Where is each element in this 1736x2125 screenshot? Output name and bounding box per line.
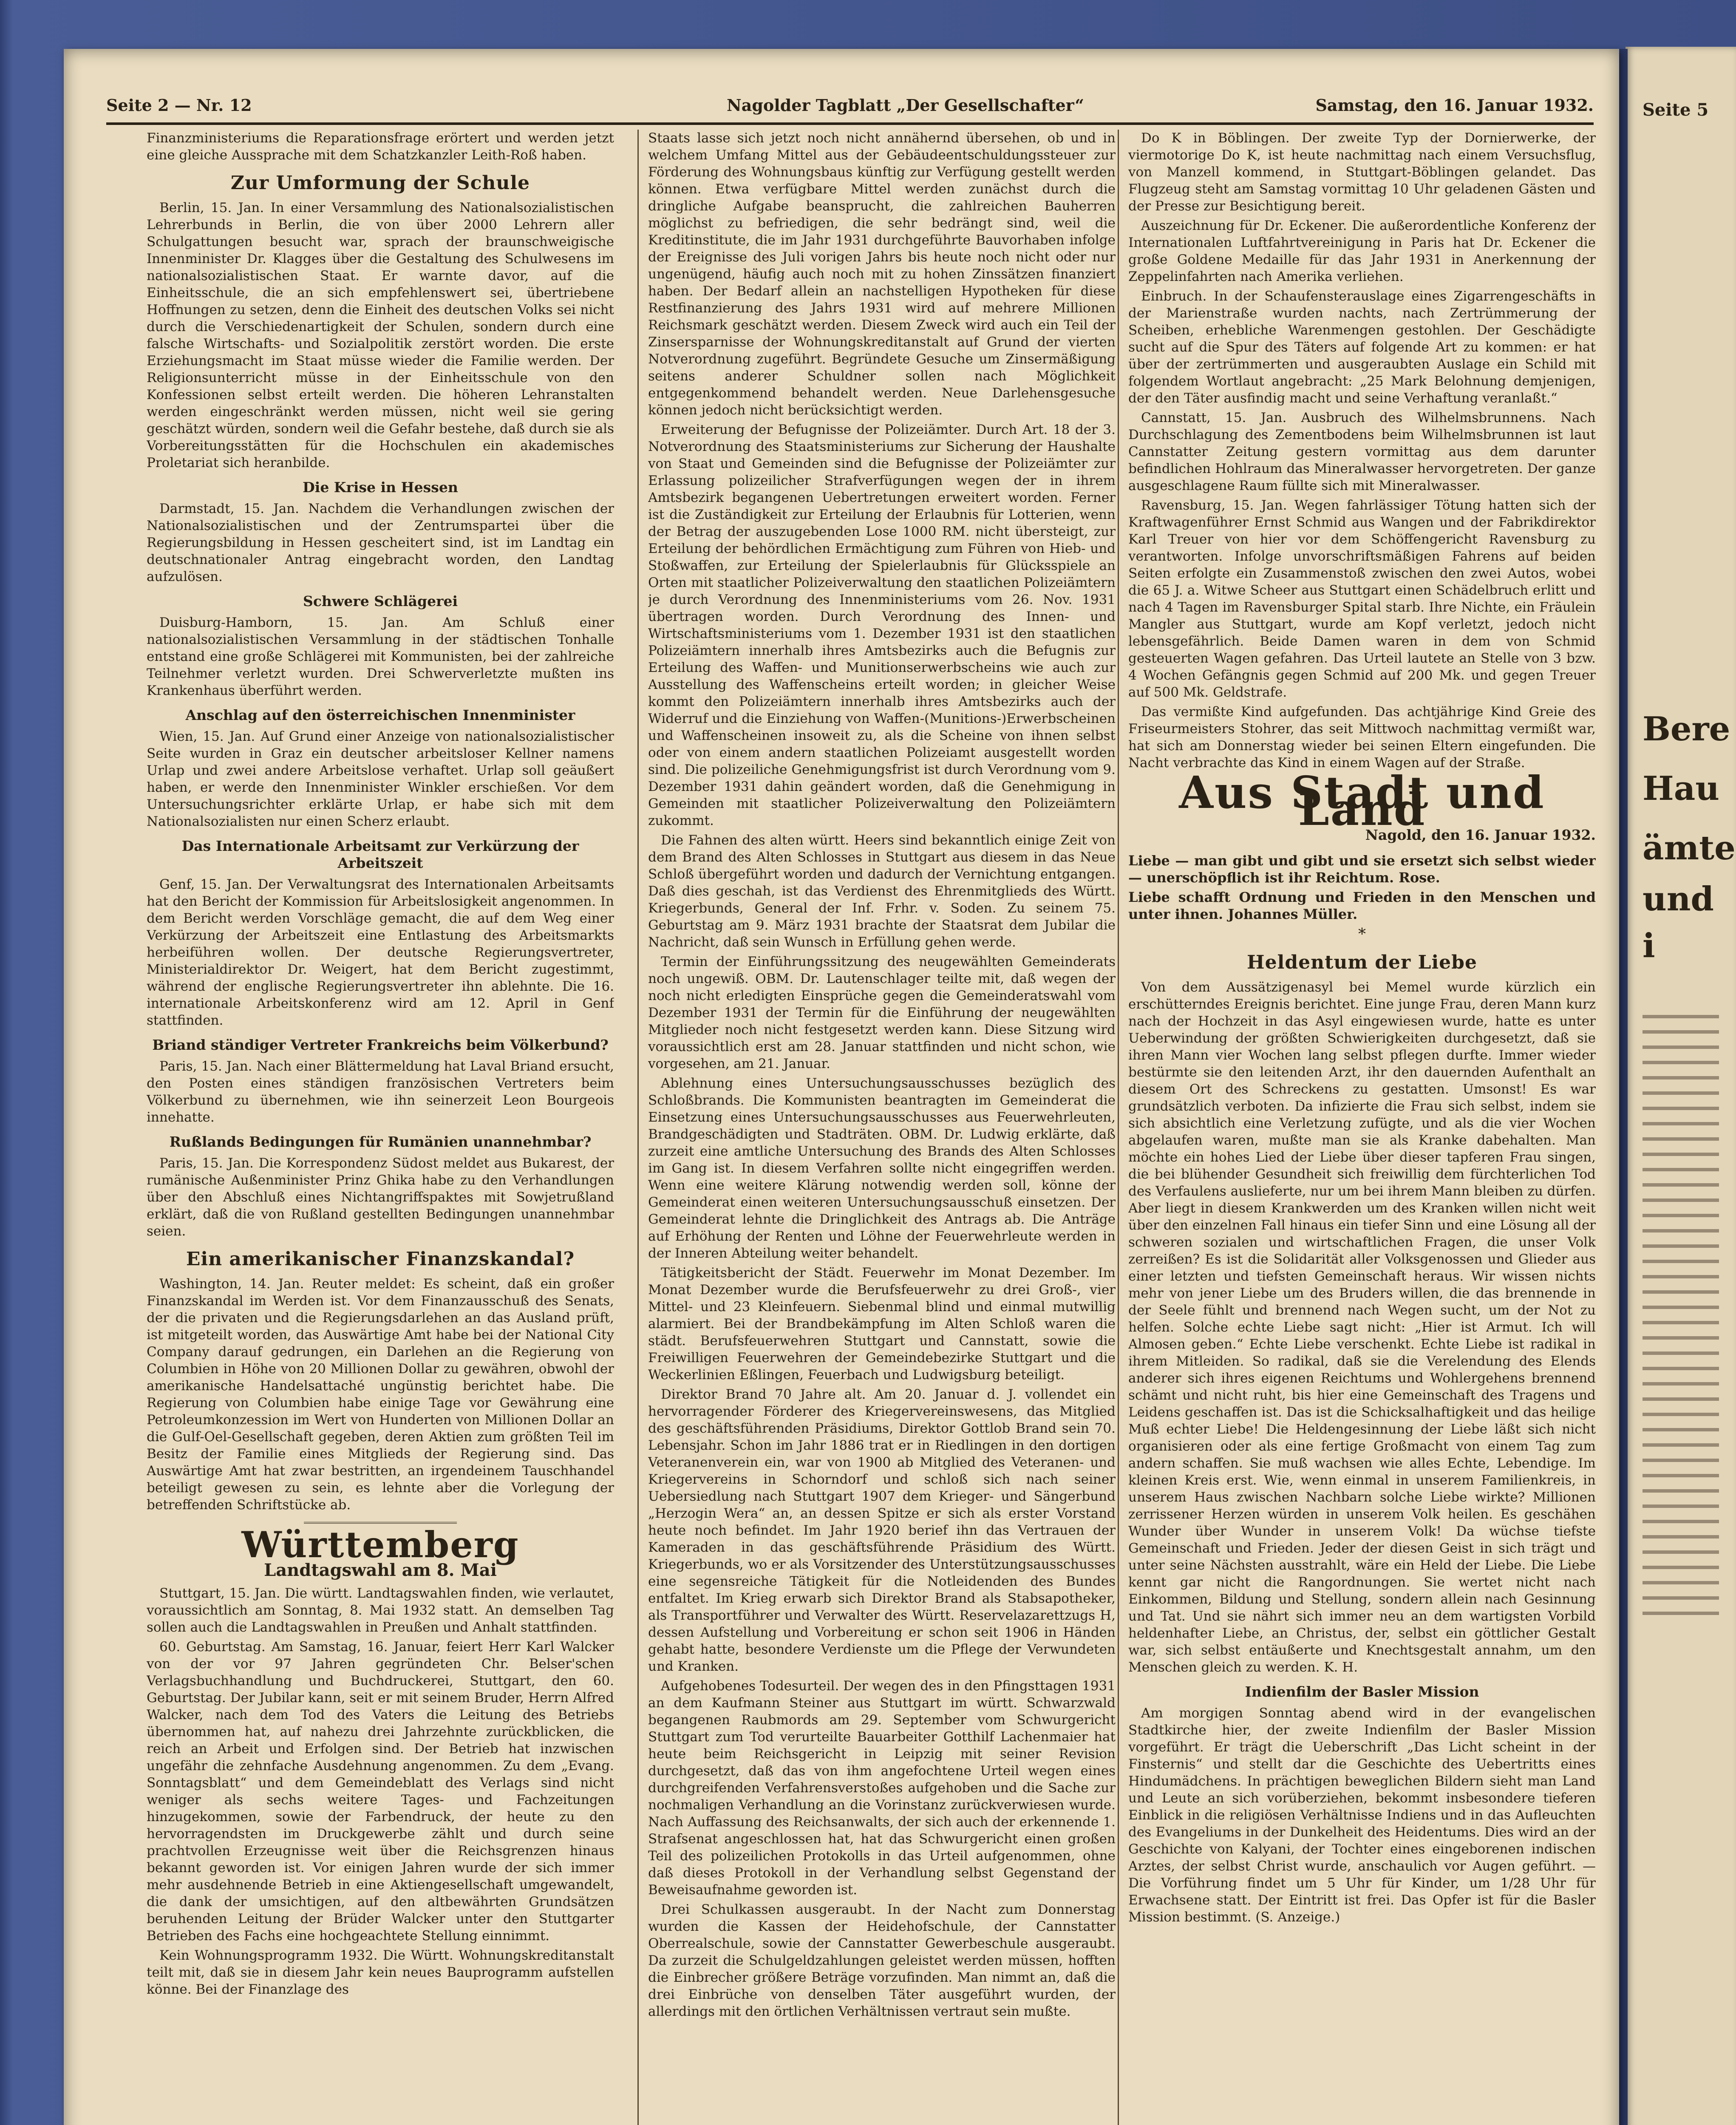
quote: Liebe — man gibt und gibt und sie ersetzt sich selbst wieder — unerschöpflich ist ihr Reichtum. Rose. [1128, 853, 1596, 886]
article-text: Paris, 15. Jan. Nach einer Blättermeldung hat Laval Briand ersucht, den Posten eines ständigen französischen Vertreters beim Völkerbund zu übernehmen, wie ihn seinerzeit Leon Bourgeois innehatte. [147, 1059, 614, 1125]
article-text: Ravensburg, 15. Jan. Wegen fahrlässiger Tötung hatten sich der Kraftwagenführer Ernst Schmid aus Wangen und der Fabrikdirektor Karl Treuer von hier vor dem Schöffengericht Ravensburg zu verantworten. Infolge unvorschriftsmäßigen Fahrens auf beiden Seiten erfolgte ein Zusammenstoß zwischen den zwei Autos, wobei die 65 J. a. Witwe Scheer aus Stuttgart einen Schädelbruch erlitt und nach 4 Tagen im Ravensburger Spital starb. Ihre Nichte, ein Fräulein Mangler aus Stuttgart, wurde am Kopf verletzt, jedoch nicht lebensgefährlich. Beide Damen waren in dem von Schmid gesteuerten Wagen gefahren. Das Urteil lautete an Stelle von 3 bzw. 4 Wochen Gefängnis gegen Schmid auf 200 Mk. und gegen Treuer auf 500 Mk. Geldstrafe. [1128, 498, 1596, 700]
issue-date: Samstag, den 16. Januar 1932. [1315, 96, 1594, 115]
star-ornament: * [1358, 926, 1366, 943]
article-text: Finanzministeriums die Reparationsfrage erörtert und werden jetzt eine gleiche Aussprache mit dem Schatzkanzler Leith-Roß haben. [147, 130, 614, 163]
article-text: Berlin, 15. Jan. In einer Versammlung des Nationalsozialistischen Lehrerbunds in Berlin, die von über 2000 Lehrern aller Schulgattungen besucht war, sprach der braunschweigische Innenminister Dr. Klagges über die Gestaltung des Schulwesens im nationalsozialistischen Staat. Er warnte davor, auf die Einheitsschule, die an sich empfehlenswert sei, übertriebene Hoffnungen zu setzen, denn die Einheit des deutschen Volks sei nicht durch die Verschiedenartigkeit der Schulen, sondern durch eine falsche Wirtschafts- und Sozialpolitik zerstört worden. Die erste Erziehungsmacht im Staat müsse wieder die Familie werden. Der Religionsunterricht müsse in der Einheitsschule von den Konfessionen selbst erteilt werden. Die höheren Lehranstalten werden eingeschränkt werden müssen, nicht weil sie gering geschätzt würden, sondern weil die Gefahr bestehe, daß durch sie als Vorbereitungsstätten für die Hochschulen ein akademisches Proletariat sich heranbilde. [147, 200, 614, 470]
article-headline: Ein amerikanischer Finanzskandal? [186, 1248, 575, 1270]
article-text: Am morgigen Sonntag abend wird in der evangelischen Stadtkirche hier, der zweite Indienfilm der Basler Mission vorgeführt. Er trägt die Ueberschrift „Das Licht scheint in der Finsternis“ und stellt dar die Geschichte des Uebertritts eines Hindumädchens. In prächtigen beweglichen Bildern sieht man Land und Leute an sich vorüberziehen, bekommt insbesondere tieferen Einblick in die religiösen Verhältnisse Indiens und in das Aufleuchten des Evangeliums in der Dunkelheit des Heidentums. Dies wird an der Geschichte von Kalyani, der Tochter eines eingeborenen indischen Arztes, der selbst Christ wurde, anschaulich vor Augen geführt. — Die Vorführung findet um 5 Uhr für Kinder, um 1/28 Uhr für Erwachsene statt. Der Eintritt ist frei. Das Opfer ist für die Basler Mission bestimmt. (S. Anzeige.) [1128, 1706, 1596, 1925]
article-text: Darmstadt, 15. Jan. Nachdem die Verhandlungen zwischen der Nationalsozialistischen und der Zentrumspartei über die Regierungsbildung in Hessen gescheitert sind, ist im Landtag ein deutschnationaler Antrag eingebracht worden, den Landtag aufzulösen. [147, 501, 614, 584]
article-text: Wien, 15. Jan. Auf Grund einer Anzeige von nationalsozialistischer Seite wurden in Graz ein deutscher arbeitsloser Kellner namens Urlap und zwei andere Arbeitslose verhaftet. Urlap soll geäußert haben, er werde den Innenminister Winkler erschießen. Vor dem Untersuchungsrichter erklärte Urlap, er habe sich mit dem Nationalsozialisten nur einen Scherz erlaubt. [147, 729, 614, 829]
quote: Liebe schafft Ordnung und Frieden in den Menschen und unter ihnen. Johannes Müller. [1128, 889, 1596, 922]
article-text: Kein Wohnungsprogramm 1932. Die Württ. Wohnungskreditanstalt teilt mit, daß sie in diesem Jahr kein neues Bauprogramm aufstellen könne. Bei der Finanzlage des [147, 1948, 614, 1997]
article-text: Das vermißte Kind aufgefunden. Das achtjährige Kind Greie des Friseurmeisters Stohrer, das seit Mittwoch nachmittag vermißt war, hat sich am Donnerstag wieder bei seinen Eltern eingefunden. Die Nacht verbrachte das Kind in einem Wagen auf der Straße. [1128, 704, 1596, 771]
neighbor-text-lines [1626, 1003, 1736, 1615]
column-divider [1118, 130, 1119, 2125]
binder-spine [1619, 49, 1628, 2125]
article-text: Washington, 14. Jan. Reuter meldet: Es scheint, daß ein großer Finanzskandal im Werden ist. Vor dem Finanzausschuß des Senats, der die privaten und die Regierungsdarlehen an das Ausland prüft, ist mitgeteilt worden, das Auswärtige Amt habe bei der National City Company darauf gedrungen, ein Darlehen an die Regierung von Columbien in Höhe von 20 Millionen Dollar zu gewähren, obwohl der amerikanische Handelsattaché ungünstig berichtet habe. Die Regierung von Columbien habe einige Tage vor Gewährung eine Petroleumkonzession im Wert von Hunderten von Millionen Dollar an die Gulf-Oel-Gesellschaft gegeben, deren Aktien zum größten Teil im Besitz der Familie eines Mitglieds der Regierung sind. Das Auswärtige Amt hat zwar bestritten, an irgendeinem Tauschhandel beteiligt gewesen zu sein, es lehnte aber die Vorlegung der betreffenden Schriftstücke ab. [147, 1276, 614, 1513]
article-text: Einbruch. In der Schaufensterauslage eines Zigarrengeschäfts in der Marienstraße wurden nachts, nach Zertrümmerung der Scheiben, erhebliche Warenmengen gestohlen. Der Geschädigte sucht auf die Spur des Täters auf folgende Art zu kommen: er hat über der zertrümmerten und ausgeraubten Auslage ein Schild mit folgendem Wortlaut angebracht: „25 Mark Belohnung demjenigen, der den Täter ausfindig macht und seine Verhaftung veranlaßt.“ [1128, 289, 1596, 406]
article-headline: Indienfilm der Basler Mission [1245, 1683, 1479, 1700]
article-text: Cannstatt, 15. Jan. Ausbruch des Wilhelmsbrunnens. Nach Durchschlagung des Zementbodens beim Wilhelmsbrunnen ist laut Cannstatter Zeitung gestern vormittag aus dem darunter befindlichen Hohlraum das Mineralwasser hervorgetreten. Der ganze ausgeschlagene Raum füllte sich mit Mineralwasser. [1128, 410, 1596, 493]
article-text: Genf, 15. Jan. Der Verwaltungsrat des Internationalen Arbeitsamts hat den Bericht der Kommission für Arbeitslosigkeit angenommen. In dem Bericht werden Vorschläge gemacht, die auf dem Weg einer Verkürzung der Arbeitszeit eine Entlastung des Arbeitsmarkts herbeiführen wollen. Der deutsche Regierungsvertreter, Ministerialdirektor Dr. Weigert, hat dem Bericht zugestimmt, während der englische Regierungsvertreter ihn ablehnte. Die 16. internationale Arbeitskonferenz wird am 12. April in Genf stattfinden. [147, 877, 614, 1028]
header-rule [106, 122, 1594, 125]
article-text: Auszeichnung für Dr. Eckener. Die außerordentliche Konferenz der Internationalen Luftfahrtvereinigung in Paris hat Dr. Eckener die große Goldene Medaille für das Jahr 1931 in Anerkennung der Zeppelinfahrten nach Amerika verliehen. [1128, 218, 1596, 284]
masthead-title: Nagolder Tagblatt „Der Gesellschafter“ [727, 96, 1084, 115]
article-headline: Schwere Schlägerei [303, 593, 458, 609]
article-text: Die Fahnen des alten württ. Heers sind bekanntlich einige Zeit von dem Brand des Alten Schlosses in Stuttgart aus diesem in das Neue Schloß übergeführt worden und dadurch der Vernichtung entgangen. Daß dies geschah, ist das Verdienst des Ehrenmitglieds des Württ. Kriegerbunds, General der Inf. Frhr. v. Soden. Zu seinem 75. Geburtstag am 9. März 1931 brachte der Staatsrat dem Jubilar die Nachricht, daß sein Wunsch in Erfüllung gehen werde. [648, 833, 1116, 950]
column-2 [648, 130, 1116, 2125]
article-headline: Rußlands Bedingungen für Rumänien unannehmbar? [169, 1133, 592, 1150]
dateline: Nagold, den 16. Januar 1932. [1365, 827, 1596, 843]
article-headline: Heldentum der Liebe [1247, 952, 1477, 973]
article-headline: Zur Umformung der Schule [230, 172, 530, 194]
article-headline: Briand ständiger Vertreter Frankreichs beim Völkerbund? [152, 1037, 609, 1053]
article-text: Paris, 15. Jan. Die Korrespondenz Südost meldet aus Bukarest, der rumänische Außenminister Prinz Ghika habe zu den Verhandlungen über den Abschluß eines Nichtangriffspaktes mit Sowjetrußland erklärt, daß die von Rußland gestellten Bedingungen unannehmbar seien. [147, 1156, 614, 1239]
article-text: Stuttgart, 15. Jan. Die württ. Landtagswahlen finden, wie verlautet, voraussichtlich am Sonntag, 8. Mai 1932 statt. An demselben Tag sollen auch die Landtagswahlen in Preußen und Anhalt stattfinden. [147, 1586, 614, 1635]
neighbor-page-number: Seite 5 [1643, 100, 1709, 120]
article-headline: Anschlag auf den österreichischen Innenminister [185, 707, 575, 723]
article-text: Duisburg-Hamborn, 15. Jan. Am Schluß einer nationalsozialistischen Versammlung in der städtischen Tonhalle entstand eine große Schlägerei mit Kommunisten, bei der zahlreiche Teilnehmer verletzt wurden. Drei Schwerverletzte mußten ins Krankenhaus überführt werden. [147, 615, 614, 698]
article-text: Aufgehobenes Todesurteil. Der wegen des in den Pfingsttagen 1931 an dem Kaufmann Steiner aus Stuttgart im württ. Schwarzwald begangenen Raubmords am 29. September vom Schwurgericht Stuttgart zum Tod verurteilte Bauarbeiter Gotthilf Lachenmaier hat heute beim Reichsgericht in Leipzig mit seiner Revision durchgesetzt, daß das von ihm angefochtene Urteil wegen eines durchgreifenden Verfahrensverstoßes aufgehoben und die Sache zur nochmaligen Verhandlung an die Vorinstanz zurückverwiesen wurde. Nach Auffassung des Reichsanwalts, der sich auch der erkennende 1. Strafsenat angeschlossen hat, hat das Schwurgericht einen großen Teil des polizeilichen Protokolls in das Urteil aufgenommen, ohne daß dieses Protokoll in der Verhandlung selbst Gegenstand der Beweisaufnahme geworden ist. [648, 1678, 1116, 1898]
article-text: Termin der Einführungssitzung des neugewählten Gemeinderats noch ungewiß. OBM. Dr. Lautenschlager teilte mit, daß wegen der noch nicht erledigten Einsprüche gegen die Gemeinderatswahl vom Dezember 1931 der Termin für die Einführung der neugewählten Mitglieder noch nicht festgesetzt werden kann. Diese Sitzung wird voraussichtlich erst am 28. Januar stattfinden und nicht schon, wie vorgesehen, am 21. Januar. [648, 954, 1116, 1071]
section-title: Aus Stadt und Land [1179, 766, 1545, 836]
page-header [106, 96, 1594, 125]
page-number: Seite 2 — Nr. 12 [106, 96, 252, 115]
article-text: Ablehnung eines Untersuchungsausschusses bezüglich des Schloßbrands. Die Kommunisten beantragten im Gemeinderat die Einsetzung eines Untersuchungsausschusses aus Feuerwehrleuten, Brandgeschädigten und Stadträten. OBM. Dr. Ludwig erklärte, daß zurzeit eine amtliche Untersuchung des Brands des Alten Schlosses im Gang ist. In diesem Verfahren sollte nicht eingegriffen werden. Wenn eine weitere Klärung notwendig werden soll, könne der Gemeinderat einen weiteren Untersuchungsausschuß einsetzen. Der Gemeinderat lehnte die Dringlichkeit des Antrags ab. Die Anträge auf Erhöhung der Renten und Löhne der Feuerwehrleute werden in der Inneren Abteilung weiter behandelt. [648, 1076, 1116, 1261]
article-text: Do K in Böblingen. Der zweite Typ der Dornierwerke, der viermotorige Do K, ist heute nachmittag nach einem Versuchsflug, von Manzell kommend, in Stuttgart-Böblingen gelandet. Das Flugzeug steht am Samstag vormittag 10 Uhr geladenen Gästen und der Presse zur Besichtigung bereit. [1128, 130, 1596, 214]
article-text: Staats lasse sich jetzt noch nicht annähernd übersehen, ob und in welchem Umfang Mittel aus der Gebäudeentschuldungssteuer zur Förderung des Wohnungsbaus künftig zur Verfügung gestellt werden können. Etwa verfügbare Mittel werden zunächst durch die dringliche Aufgabe beansprucht, die zahlreichen Bauherren möglichst zu befriedigen, die sehr bedrängt sind, weil die Kreditinstitute, die im Jahr 1931 durchgeführte Bauvorhaben infolge der Ereignisse des Juli vorigen Jahrs bis heute noch nicht oder nur ungenügend, häufig auch noch mit zu hohen Zinssätzen finanziert haben. Der Bedarf allein an nachstelligen Hypotheken für diese Restfinanzierung des Jahrs 1931 wird auf mehrere Millionen Reichsmark geschätzt werden. Diesem Zweck wird auch ein Teil der Zinsersparnisse der Wohnungskreditanstalt auf Grund der vierten Notverordnung zugeführt. Begründete Gesuche um Zinsermäßigung seitens anderer Schuldner sollen nach Möglichkeit entgegenkommend behandelt werden. Neue Darlehensgesuche können jedoch nicht berücksichtigt werden. [648, 130, 1116, 418]
neighbor-fragment: Hau [1643, 769, 1719, 808]
neighbor-fragment: ämte [1643, 829, 1736, 867]
article-headline: Landtagswahl am 8. Mai [264, 1560, 497, 1580]
column-1 [147, 130, 614, 2125]
article-text: 60. Geburtstag. Am Samstag, 16. Januar, feiert Herr Karl Walcker von der vor 97 Jahren gegründeten Chr. Belser'schen Verlagsbuchhandlung und Buchdruckerei, Stuttgart, den 60. Geburtstag. Der Jubilar kann, seit er mit seinem Bruder, Herrn Alfred Walcker, nach dem Tod des Vaters die Leitung des Betriebs übernommen hat, auf nahezu drei Jahrzehnte zurückblicken, die reich an Arbeit und Erfolgen sind. Der Betrieb hat inzwischen ungefähr die zehnfache Ausdehnung angenommen. Zu dem „Evang. Sonntagsblatt“ und dem Gemeindeblatt des Verlags sind nicht weniger als sechs weitere Tages- und Fachzeitungen hinzugekommen, sowie der Farbendruck, der heute zu den hervorragendsten im Druckgewerbe zählt und durch seine prachtvollen Erzeugnisse weit über die Reichsgrenzen hinaus bekannt geworden ist. Vor einigen Jahren wurde der sich immer mehr ausdehnende Betrieb in eine Aktiengesellschaft umgewandelt, die dank der umsichtigen, auf den altbewährten Grundsätzen beruhenden Leitung der Brüder Walcker unter den Stuttgarter Betrieben des Fachs eine hochgeachtete Stellung einnimmt. [147, 1639, 614, 1944]
article-headline: Die Krise in Hessen [303, 479, 458, 496]
neighbor-fragment: und [1643, 880, 1714, 918]
article-headline: Das Internationale Arbeitsamt zur Verkürzung der Arbeitszeit [181, 838, 579, 871]
neighbor-fragment: i [1643, 926, 1655, 965]
neighbor-fragment: Bere [1643, 710, 1730, 748]
neighbor-page [1626, 47, 1736, 2125]
article-text: Direktor Brand 70 Jahre alt. Am 20. Januar d. J. vollendet ein hervorragender Förderer des Kriegervereinswesens, das Mitglied des geschäftsführenden Präsidiums, Direktor Gottlob Brand sein 70. Lebensjahr. Schon im Jahr 1886 trat er in Riedlingen in den dortigen Veteranenverein ein, war von 1900 ab Mitglied des Veteranen- und Kriegervereins in Schorndorf und schloß sich nach seiner Uebersiedlung nach Stuttgart 1907 dem Krieger- und Sängerbund „Herzogin Wera“ an, an dessen Spitze er sich als erster Vorstand heute noch befindet. Im Jahr 1920 berief ihn das Vertrauen der Kameraden in das geschäftsführende Präsidium des Württ. Kriegerbunds, wo er als Vorsitzender des Unterstützungsausschusses eine segensreiche Tätigkeit für die Notleidenden des Bundes entfaltet. Im Krieg erwarb sich Direktor Brand als Stabsapotheker, als Transportführer und Verwalter des Württ. Reservelazarettzugs H, dessen Aufstellung und Vorbereitung er schon seit 1906 in Händen gehabt hatte, besondere Verdienste um die Pflege der Verwundeten und Kranken. [648, 1387, 1116, 1674]
article-text: Von dem Aussätzigenasyl bei Memel wurde kürzlich ein erschütterndes Ereignis berichtet. Eine junge Frau, deren Mann kurz nach der Hochzeit in das Asyl eingewiesen wurde, hatte es unter Ueberwindung der größten Schwierigkeiten durchgesetzt, daß sie ihren Mann vier Wochen lang selbst pflegen durfte. Immer wieder bestürmte sie den leitenden Arzt, ihr den dauernden Aufenthalt an diesem Ort des Schreckens zu gestatten. Umsonst! Es war grundsätzlich verboten. Da infizierte die Frau sich selbst, indem sie sich absichtlich eine Verletzung zufügte, und als die vier Wochen abgelaufen waren, mußte man sie als Kranke dabehalten. Man möchte ein hohes Lied der Liebe über dieser tapferen Frau singen, die bei blühender Gesundheit sich freiwillig dem fürchterlichen Tod des Verfaulens auslieferte, nur um bei ihrem Mann bleiben zu dürfen. Aber liegt in diesem Krankwerden um des Kranken willen nicht weit über den einzelnen Fall hinaus ein tiefer Sinn und eine Lösung all der schweren sozialen und wirtschaftlichen Fragen, die unser Volk zerreißen? Es ist die Solidarität aller Volksgenossen und Glieder aus einer letzten und tiefsten Gemeinschaft heraus. Wir wissen nichts mehr von jener Liebe um des Bruders willen, die das brennende in der Seele fühlt und brennend nach Wegen sucht, um der Not zu helfen. Solche echte Liebe sagt nicht: „Hier ist Armut. Ich will Almosen geben.“ Echte Liebe verschenkt. Echte Liebe ist radikal in ihrem Mitleiden. So radikal, daß sie die Verelendung des Elends anderer sich ihres eigenen Reichtums und Wohlergehens brennend schämt und nicht ruht, bis hier eine Gemeinschaft des Tragens und Leidens geschaffen ist. Das ist die Schicksalhaftigkeit und das heilige Muß echter Liebe! Die Heldengesinnung der Liebe läßt sich nicht organisieren oder als eine fertige Großmacht von einem Tag zum andern schaffen. Sie muß wachsen wie alles Echte, Lebendige. Im kleinen Kreis erst. Wie, wenn einmal in unserem Familienkreis, in unserem Haus zwischen Nachbarn solche Liebe wirkte? Millionen zerrissener Herzen würden in unserem Volk heilen. Es geschähen Wunder über Wunder in unserem Volk! Da wüchse tiefste Gemeinschaft und Frieden. Jeder der diesen Geist in sich trägt und unter seine Nächsten ausstrahlt, wäre ein Held der Liebe. Die Liebe kennt gar nicht die Rangordnungen. Sie wertet nicht nach Einkommen, Bildung und Stellung, sondern allein nach Gesinnung und Tat. Und sie nährt sich immer neu an dem wartigsten Vorbild heldenhafter Liebe, an Christus, der, selbst ein göttlicher Gestalt war, sich selbst entäußerte und Knechtsgestalt annahm, um den Menschen gleich zu werden. K. H. [1128, 980, 1596, 1675]
column-divider [637, 130, 639, 2125]
section-title: Württemberg [241, 1524, 519, 1566]
article-text: Erweiterung der Befugnisse der Polizeiämter. Durch Art. 18 der 3. Notverordnung des Staatsministeriums zur Sicherung der Haushalte von Staat und Gemeinden sind die Befugnisse der Polizeiämter zur Erlassung polizeilicher Strafverfügungen wegen der in ihrem Amtsbezirk begangenen Uebertretungen erweitert worden. Ferner ist die Zuständigkeit zur Erteilung der Erlaubnis für Lotterien, wenn der Betrag der auszugebenden Lose 1000 RM. nicht übersteigt, zur Erteilung der behördlichen Ermächtigung zum Führen von Hieb- und Stoßwaffen, zur Erteilung der Spielerlaubnis für Glücksspiele an Orten mit staatlicher Polizeiverwaltung den staatlichen Polizeiämtern je durch Verordnung des Innenministeriums vom 26. Nov. 1931 übertragen worden. Durch Verordnung des Innen- und Wirtschaftsministeriums vom 1. Dezember 1931 ist den staatlichen Polizeiämtern innerhalb ihres Amtsbezirks auch die Befugnis zur Erteilung des Waffen- und Munitionserwerbscheins wie auch zur Ausstellung des Waffenscheins erteilt worden; in gleicher Weise kommt den Polizeiämtern innerhalb ihres Amtsbezirks auch der Widerruf und die Einziehung von Waffen-(Munitions-)Erwerbscheinen und Waffenscheinen insoweit zu, als die Scheine von ihnen selbst oder von einem andern staatlichen Polizeiamt ausgestellt worden sind. Die polizeiliche Genehmigungsfrist ist durch Verordnung vom 9. Dezember 1931 dahin geändert worden, daß die Genehmigung in Gemeinden mit staatlicher Polizeiverwaltung den Polizeiämtern zukommt. [648, 422, 1116, 828]
article-text: Tätigkeitsbericht der Städt. Feuerwehr im Monat Dezember. Im Monat Dezember wurde die Berufsfeuerwehr zu drei Groß-, vier Mittel- und 23 Kleinfeuern. Siebenmal blind und einmal mutwillig alarmiert. Bei der Brandbekämpfung im Alten Schloß waren die städt. Berufsfeuerwehren Stuttgart und Cannstatt, sowie die Freiwilligen Feuerwehren der Gemeindebezirke Stuttgart und die Weckerlinien Eßlingen, Feuerbach und Ludwigsburg beteiligt. [648, 1265, 1116, 1383]
article-text: Drei Schulkassen ausgeraubt. In der Nacht zum Donnerstag wurden die Kassen der Heidehofschule, der Cannstatter Oberrealschule, sowie der Cannstatter Gewerbeschule ausgeraubt. Da zurzeit die Schulgeldzahlungen geleistet werden müssen, hofften die Einbrecher größere Beträge vorzufinden. Man nimmt an, daß die drei Einbrüche von denselben Täter ausgeführt wurden, der allerdings mit den örtlichen Verhältnissen vertraut sein mußte. [648, 1902, 1116, 2019]
column-3 [1128, 130, 1596, 2125]
